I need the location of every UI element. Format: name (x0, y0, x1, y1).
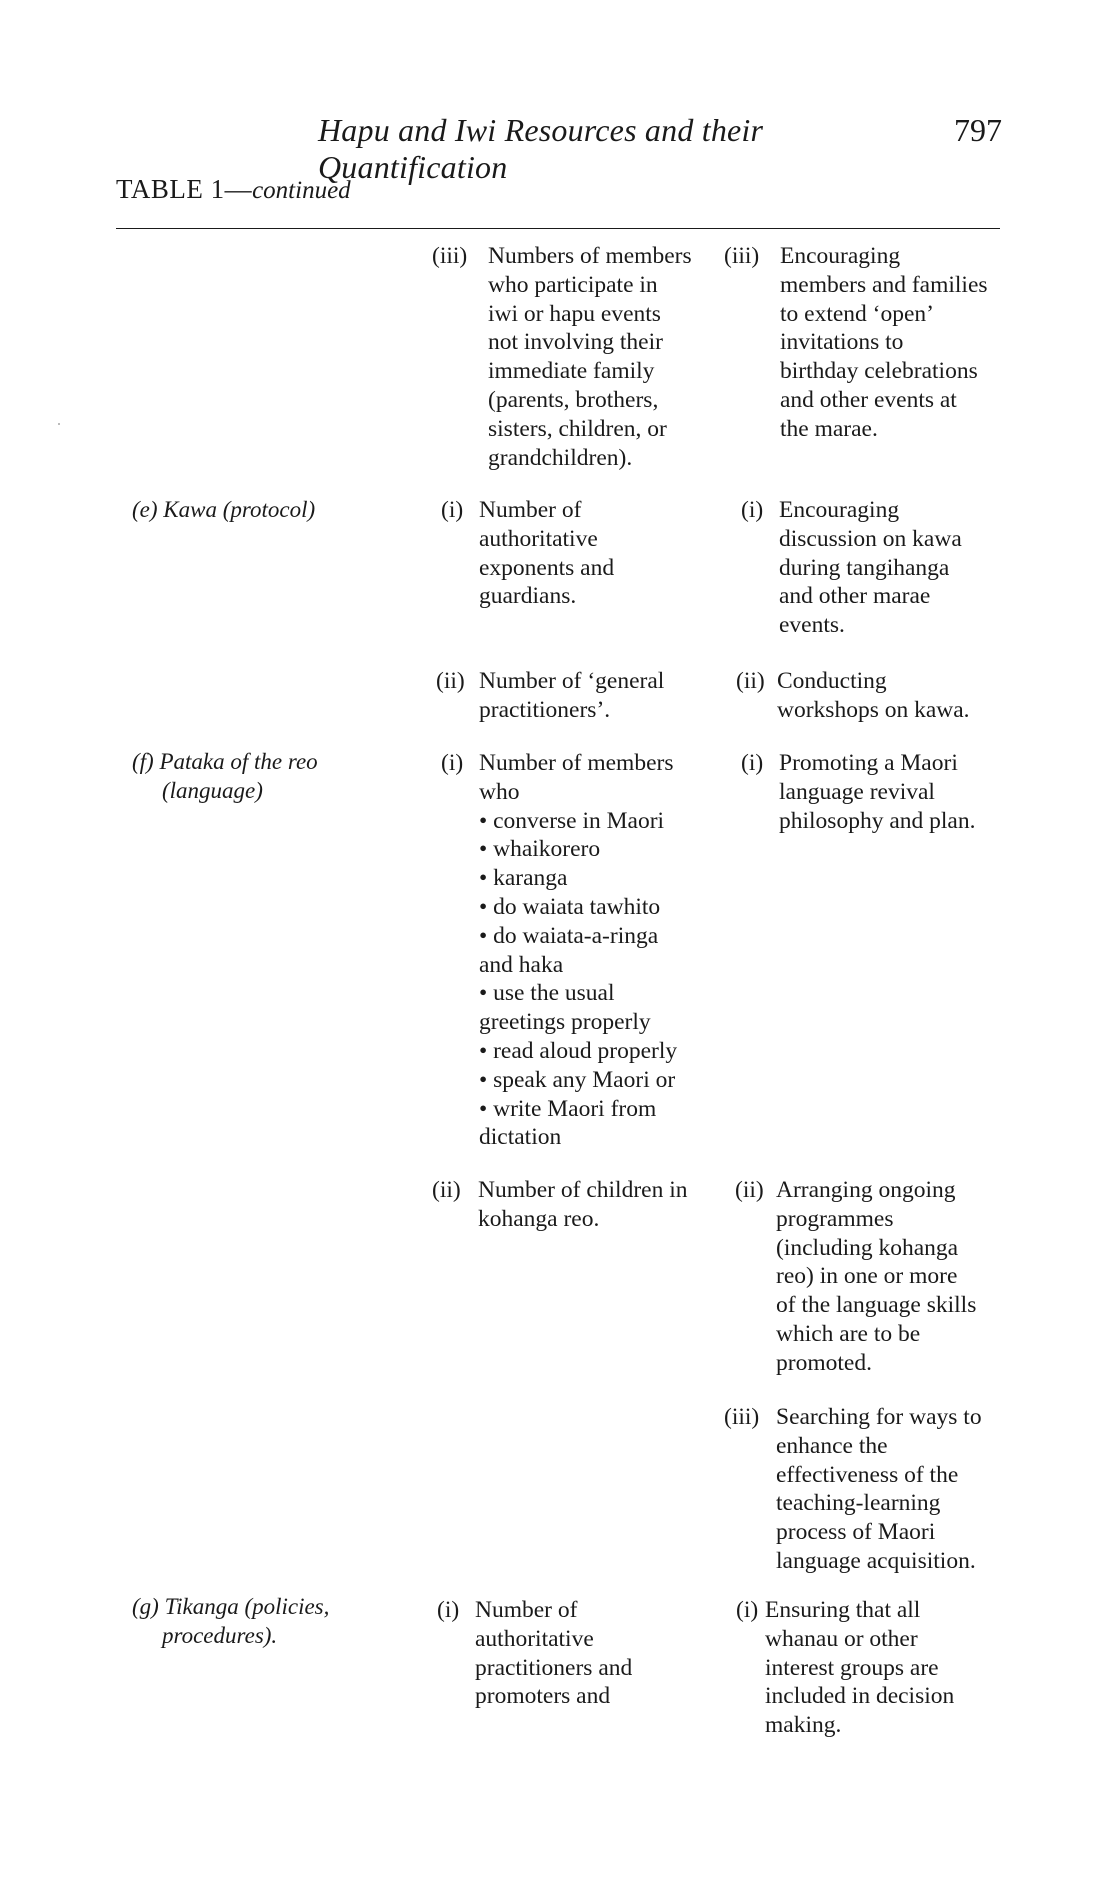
strategy-cell (741, 496, 1013, 646)
measure-text: Numbers of members who participate in iwi or hapu events not involving their immediate family (parents, brothers, sisters, children, or grandchildren). (488, 243, 692, 471)
table-caption-continued: continued (252, 177, 351, 204)
measure-number: (ii) (432, 1177, 461, 1203)
strategy-cell (724, 1403, 1014, 1583)
measure-text: Number of members who • converse in Maori • whaikorero • karanga • do waiata tawhito • do waiata-a-ringa and haka • use the usual greetings properly • read aloud properly • speak any Maori or • write Maori from dictation (479, 750, 678, 1151)
measure-number: (ii) (436, 668, 465, 694)
resource-label-line: procedures). (162, 1622, 278, 1648)
strategy-number: (i) (736, 1597, 759, 1623)
strategy-number: (i) (741, 750, 764, 776)
strategy-number: (iii) (724, 243, 760, 269)
table-caption-dash: — (224, 174, 253, 204)
strategy-number: (ii) (735, 1177, 764, 1203)
strategy-text: Searching for ways to enhance the effectiveness of the teaching-learning process of Maori language acquisition. (776, 1404, 982, 1574)
measure-number: (iii) (432, 243, 468, 269)
resource-label-line: (f) Pataka of the reo (132, 749, 318, 774)
strategy-cell (741, 749, 1013, 839)
strategy-text: Arranging ongoing programmes (including kohanga reo) in one or more of the language skills which are to be promoted. (776, 1177, 977, 1376)
page-number: 797 (954, 112, 1002, 148)
resource-label-line: (e) Kawa (protocol) (132, 497, 316, 522)
measure-text: Number of ‘general practitioners’. (479, 668, 665, 723)
table-caption-main: TABLE 1 (116, 174, 225, 204)
measure-cell (432, 242, 732, 482)
measure-text: Number of authoritative practitioners and promoters and (475, 1597, 633, 1710)
resource-label (132, 1593, 329, 1651)
running-head (318, 112, 1002, 186)
strategy-text: Ensuring that all whanau or other interest groups are included in decision making. (765, 1597, 955, 1739)
measure-cell (441, 496, 731, 616)
strategy-text: Promoting a Maori language revival philosophy and plan. (779, 750, 976, 834)
measure-cell (441, 749, 731, 1159)
strategy-number: (ii) (736, 668, 765, 694)
stray-mark (58, 423, 60, 425)
measure-number: (i) (441, 750, 464, 776)
table-top-rule (116, 228, 1000, 229)
measure-cell (437, 1596, 731, 1716)
strategy-text: Encouraging discussion on kawa during tangihanga and other marae events. (779, 497, 962, 639)
resource-label (132, 496, 315, 525)
measure-cell (436, 667, 732, 727)
measure-cell (432, 1176, 732, 1236)
table-caption (116, 174, 351, 205)
running-title: Hapu and Iwi Resources and their Quantification (318, 112, 764, 185)
measure-text: Number of children in kohanga reo. (478, 1177, 688, 1232)
strategy-cell (736, 1596, 1013, 1746)
resource-label (132, 748, 318, 806)
measure-text: Number of authoritative exponents and guardians. (479, 497, 615, 610)
strategy-number: (iii) (724, 1404, 760, 1430)
measure-number: (i) (437, 1597, 460, 1623)
strategy-cell (735, 1176, 1013, 1386)
strategy-cell (724, 242, 1014, 452)
strategy-cell (736, 667, 1013, 727)
strategy-number: (i) (741, 497, 764, 523)
measure-number: (i) (441, 497, 464, 523)
strategy-text: Conducting workshops on kawa. (777, 668, 970, 723)
resource-label-line: (g) Tikanga (policies, (132, 1594, 330, 1619)
resource-label-line: (language) (162, 777, 263, 803)
strategy-text: Encouraging members and families to extend ‘open’ invitations to birthday celebrations and other events at the marae. (780, 243, 988, 442)
